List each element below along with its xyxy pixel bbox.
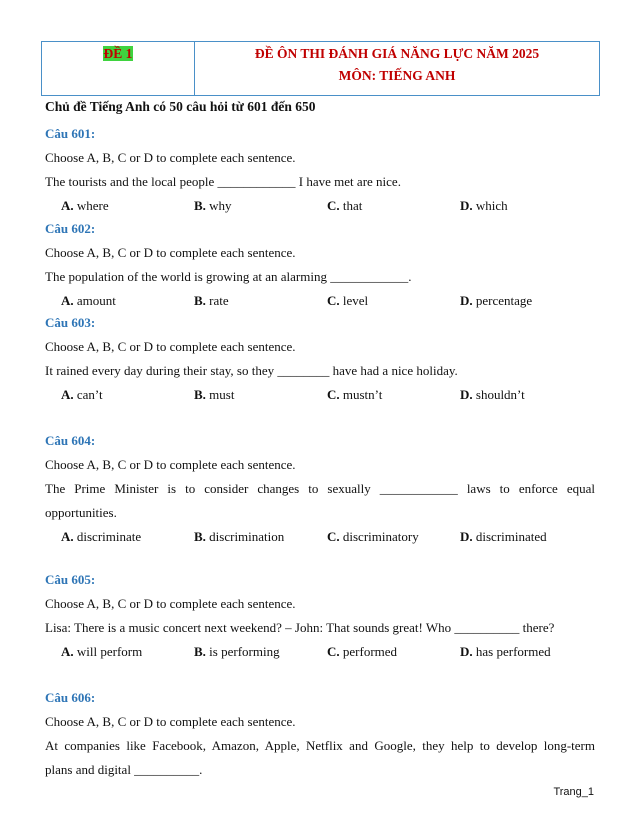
option-key: B. [194, 387, 206, 402]
option-text: performed [342, 644, 398, 659]
question-title: Câu 604: [45, 433, 96, 448]
question-602 [45, 220, 595, 316]
option-text: shouldn’t [475, 387, 525, 402]
option-b[interactable] [194, 643, 327, 667]
question-instruction: Choose A, B, C or D to complete each sentence. [45, 339, 296, 354]
option-b[interactable] [194, 386, 327, 410]
question-606 [45, 689, 595, 785]
option-a[interactable] [61, 292, 194, 316]
exam-title: ĐỀ ÔN THI ĐÁNH GIÁ NĂNG LỰC NĂM 2025 [254, 46, 540, 61]
option-d[interactable] [460, 386, 593, 410]
question-title: Câu 606: [45, 690, 96, 705]
option-key: A. [61, 529, 74, 544]
option-b[interactable] [194, 197, 327, 221]
option-c[interactable] [327, 292, 460, 316]
option-d[interactable] [460, 197, 593, 221]
exam-code-cell [42, 42, 195, 95]
answer-options [45, 528, 595, 552]
question-stem: The Prime Minister is to consider changes to sexually ____________ laws to enforce equal [45, 481, 595, 496]
question-601 [45, 125, 595, 221]
answer-options [45, 292, 595, 316]
option-key: C. [327, 644, 340, 659]
option-key: A. [61, 293, 74, 308]
option-key: C. [327, 198, 340, 213]
question-instruction: Choose A, B, C or D to complete each sentence. [45, 457, 296, 472]
option-text: rate [209, 293, 229, 308]
question-title: Câu 605: [45, 572, 96, 587]
option-c[interactable] [327, 386, 460, 410]
answer-options [45, 386, 595, 410]
question-instruction: Choose A, B, C or D to complete each sentence. [45, 150, 296, 165]
option-b[interactable] [194, 292, 327, 316]
question-instruction: Choose A, B, C or D to complete each sentence. [45, 714, 296, 729]
option-text: discriminatory [342, 529, 419, 544]
option-a[interactable] [61, 197, 194, 221]
question-title: Câu 602: [45, 221, 96, 236]
option-text: which [475, 198, 508, 213]
question-604 [45, 432, 595, 552]
option-text: has performed [475, 644, 551, 659]
option-key: D. [460, 529, 473, 544]
option-text: can’t [76, 387, 103, 402]
option-key: C. [327, 387, 340, 402]
option-key: D. [460, 644, 473, 659]
option-d[interactable] [460, 643, 593, 667]
option-c[interactable] [327, 528, 460, 552]
option-key: A. [61, 387, 74, 402]
option-key: D. [460, 387, 473, 402]
question-605 [45, 571, 595, 667]
page-number: Trang_1 [553, 786, 594, 798]
question-stem: It rained every day during their stay, so they ________ have had a nice holiday. [45, 363, 458, 378]
question-instruction: Choose A, B, C or D to complete each sentence. [45, 245, 296, 260]
option-c[interactable] [327, 643, 460, 667]
option-key: D. [460, 293, 473, 308]
option-key: A. [61, 198, 74, 213]
option-text: discrimination [209, 529, 285, 544]
option-text: discriminated [475, 529, 547, 544]
option-text: that [342, 198, 363, 213]
exam-header [41, 41, 600, 96]
option-text: where [76, 198, 109, 213]
option-text: level [342, 293, 369, 308]
option-key: C. [327, 293, 340, 308]
option-c[interactable] [327, 197, 460, 221]
option-key: D. [460, 198, 473, 213]
option-text: amount [76, 293, 116, 308]
option-a[interactable] [61, 386, 194, 410]
option-key: A. [61, 644, 74, 659]
question-title: Câu 601: [45, 126, 96, 141]
option-text: discriminate [76, 529, 142, 544]
option-key: B. [194, 529, 206, 544]
topic-intro: Chủ đề Tiếng Anh có 50 câu hỏi từ 601 đến 650 [45, 99, 316, 114]
answer-options [45, 643, 595, 667]
option-key: B. [194, 293, 206, 308]
option-key: C. [327, 529, 340, 544]
answer-options [45, 197, 595, 221]
question-instruction: Choose A, B, C or D to complete each sentence. [45, 596, 296, 611]
question-stem: Lisa: There is a music concert next weekend? – John: That sounds great! Who __________ there? [45, 620, 555, 635]
option-key: B. [194, 198, 206, 213]
option-a[interactable] [61, 643, 194, 667]
question-stem: The population of the world is growing at an alarming ____________. [45, 269, 412, 284]
question-title: Câu 603: [45, 315, 96, 330]
question-stem-continued: plans and digital __________. [45, 762, 203, 777]
option-text: why [209, 198, 232, 213]
exam-subject: MÔN: TIẾNG ANH [338, 68, 456, 83]
question-stem: At companies like Facebook, Amazon, Apple, Netflix and Google, they help to develop long-term [45, 738, 595, 753]
option-b[interactable] [194, 528, 327, 552]
option-d[interactable] [460, 528, 593, 552]
question-stem: The tourists and the local people ____________ I have met are nice. [45, 174, 401, 189]
option-d[interactable] [460, 292, 593, 316]
exam-code: ĐỀ 1 [103, 46, 133, 61]
exam-title-cell [195, 42, 599, 95]
option-text: mustn’t [342, 387, 383, 402]
option-key: B. [194, 644, 206, 659]
option-text: must [209, 387, 235, 402]
option-a[interactable] [61, 528, 194, 552]
question-603 [45, 314, 595, 410]
question-stem-continued: opportunities. [45, 505, 117, 520]
option-text: will perform [76, 644, 143, 659]
option-text: is performing [209, 644, 280, 659]
option-text: percentage [475, 293, 533, 308]
